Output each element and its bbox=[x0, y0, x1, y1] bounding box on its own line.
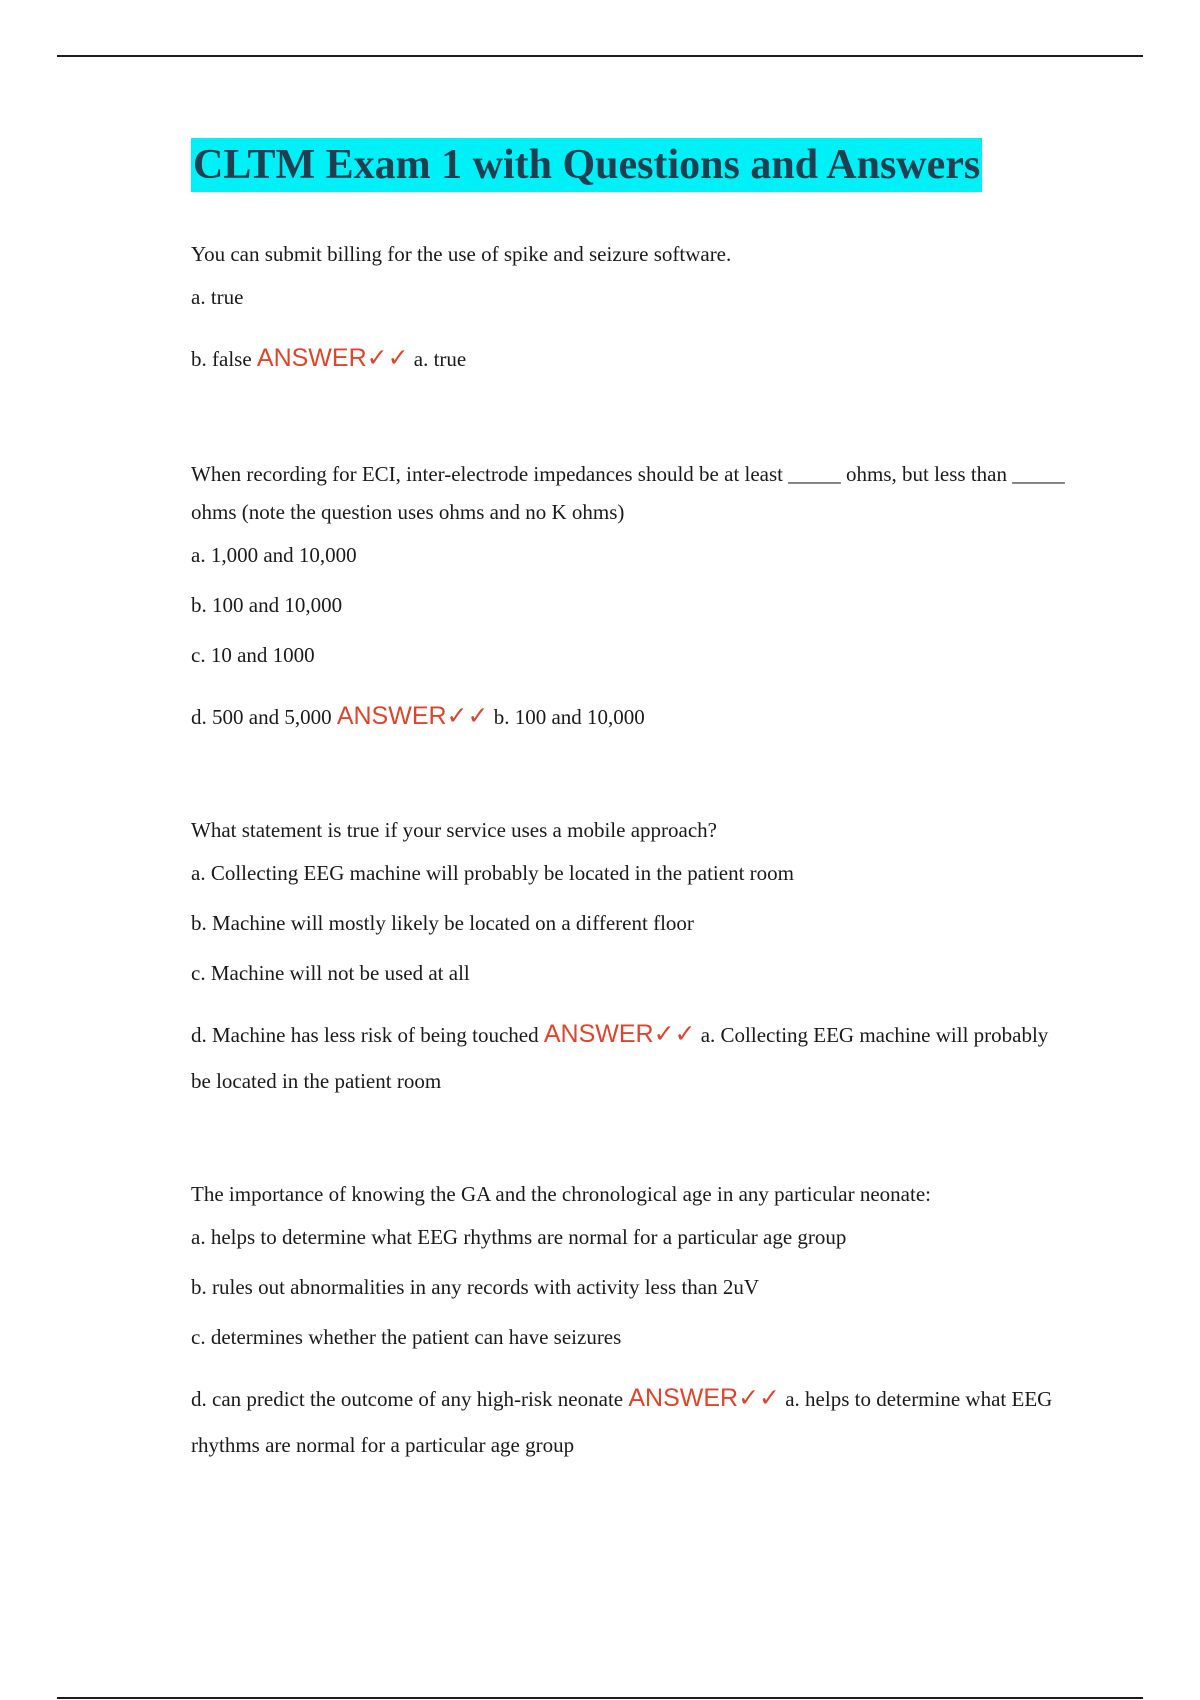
option: b. rules out abnormalities in any records with activity less than 2uV bbox=[191, 1275, 760, 1299]
option: b. Machine will mostly likely be located on a different floor bbox=[191, 911, 694, 935]
option-with-answer bbox=[191, 1375, 1071, 1468]
answer-label: ANSWER✓✓ bbox=[336, 702, 489, 730]
question-3 bbox=[191, 811, 1071, 1104]
header-rule bbox=[57, 55, 1143, 57]
question-text: What statement is true if your service uses a mobile approach? bbox=[191, 818, 717, 842]
question-text: You can submit billing for the use of spike and seizure software. bbox=[191, 242, 732, 266]
question-2 bbox=[191, 455, 1071, 740]
document-title: CLTM Exam 1 with Questions and Answers bbox=[191, 138, 982, 192]
option: d. 500 and 5,000 bbox=[191, 705, 332, 729]
answer-label: ANSWER✓✓ bbox=[543, 1020, 696, 1048]
question-1 bbox=[191, 235, 1071, 382]
footer-rule bbox=[57, 1697, 1143, 1699]
option: c. Machine will not be used at all bbox=[191, 961, 470, 985]
option: a. Collecting EEG machine will probably be located in the patient room bbox=[191, 861, 794, 885]
question-text: The importance of knowing the GA and the chronological age in any particular neonate: bbox=[191, 1182, 931, 1206]
answer-text: b. 100 and 10,000 bbox=[493, 705, 645, 729]
option: a. true bbox=[191, 285, 244, 309]
question-4 bbox=[191, 1175, 1071, 1468]
option: b. 100 and 10,000 bbox=[191, 593, 343, 617]
answer-text: a. Collecting EEG machine will probably be located in the patient room bbox=[191, 1023, 1049, 1093]
option: c. 10 and 1000 bbox=[191, 643, 315, 667]
option: a. helps to determine what EEG rhythms are normal for a particular age group bbox=[191, 1225, 847, 1249]
option-with-answer bbox=[191, 693, 1071, 740]
answer-text: a. true bbox=[413, 347, 467, 371]
answer-label: ANSWER✓✓ bbox=[256, 344, 409, 372]
option-with-answer bbox=[191, 1011, 1071, 1104]
question-text: When recording for ECI, inter-electrode impedances should be at least _____ ohms, but less than _____ ohms (note the question uses ohms and no K ohms) bbox=[191, 462, 1065, 524]
option: d. Machine has less risk of being touched bbox=[191, 1023, 539, 1047]
option: b. false bbox=[191, 347, 252, 371]
option: c. determines whether the patient can have seizures bbox=[191, 1325, 622, 1349]
answer-text: a. helps to determine what EEG rhythms are normal for a particular age group bbox=[191, 1387, 1053, 1457]
option: d. can predict the outcome of any high-risk neonate bbox=[191, 1387, 624, 1411]
option: a. 1,000 and 10,000 bbox=[191, 543, 357, 567]
answer-label: ANSWER✓✓ bbox=[628, 1384, 780, 1412]
option-with-answer bbox=[191, 335, 1071, 382]
document-body bbox=[191, 138, 1071, 1468]
